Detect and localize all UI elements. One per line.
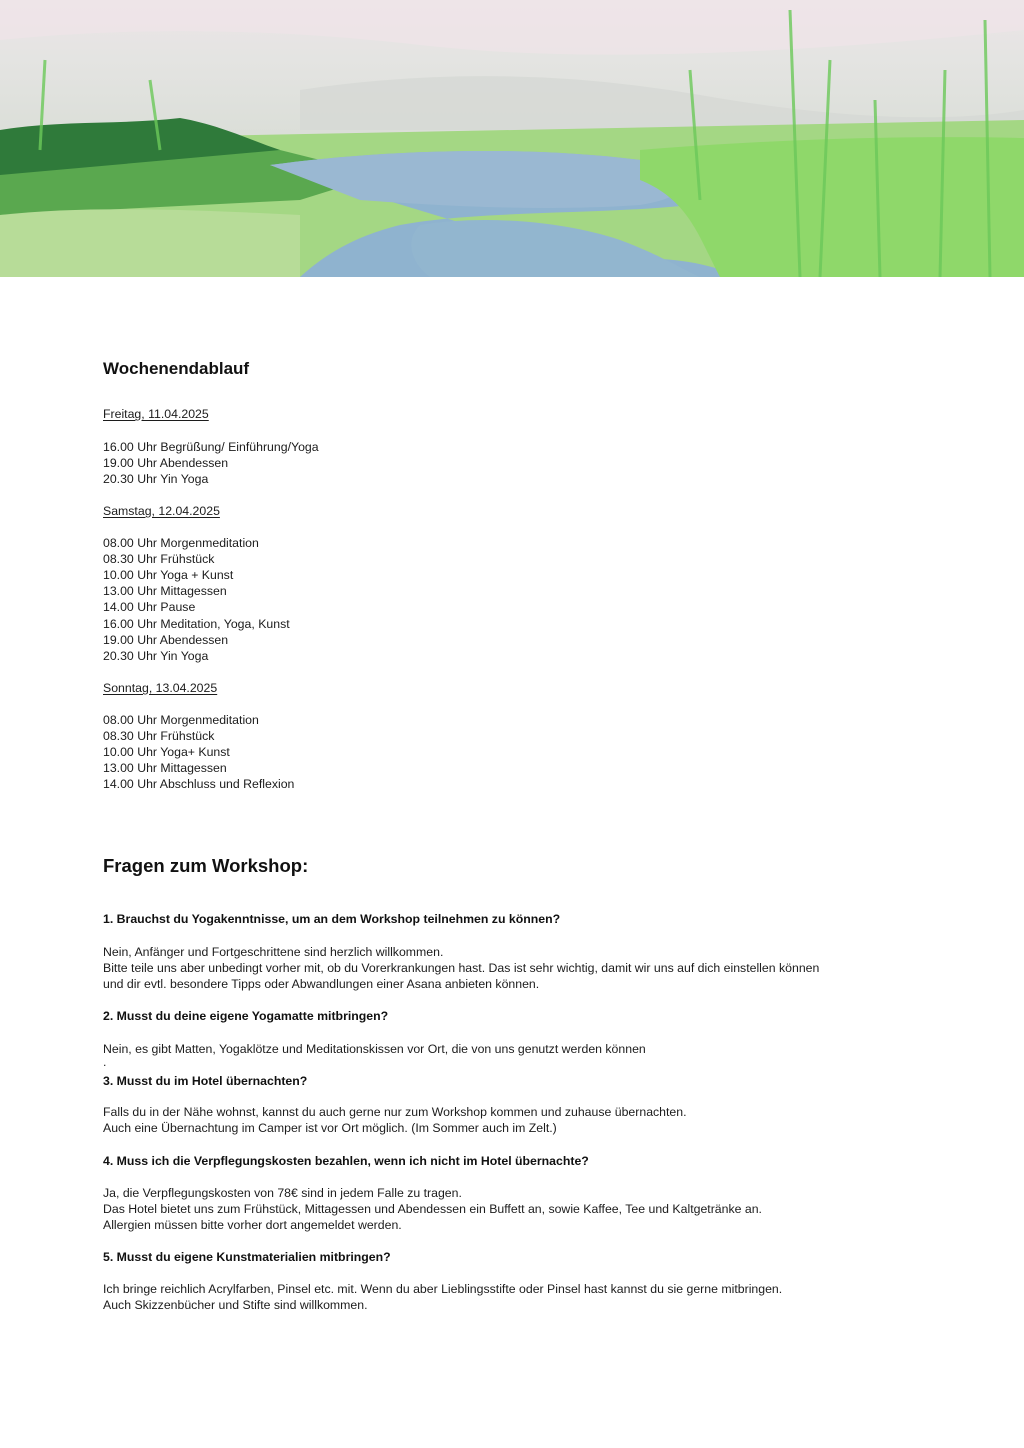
faq-answer: Das Hotel bietet uns zum Frühstück, Mittagessen und Abendessen ein Buffett an, sowie Kaffee, Tee und Kaltgetränke an. [103,1202,762,1216]
faq-answer: Bitte teile uns aber unbedingt vorher mit, ob du Vorerkrankungen hast. Das ist sehr wichtig, damit wir uns auf dich einstellen können [103,961,820,975]
faq-question: 3. Musst du im Hotel übernachten? [103,1074,308,1088]
schedule-item: 08.30 Uhr Frühstück [103,729,215,743]
schedule-item: 08.00 Uhr Morgenmeditation [103,713,259,727]
schedule-item: 13.00 Uhr Mittagessen [103,761,227,775]
faq-answer: Auch eine Übernachtung im Camper ist vor Ort möglich. (Im Sommer auch im Zelt.) [103,1121,557,1135]
schedule-item: 20.30 Uhr Yin Yoga [103,472,209,486]
schedule-item: 13.00 Uhr Mittagessen [103,584,227,598]
faq-answer: Ja, die Verpflegungskosten von 78€ sind in jedem Falle zu tragen. [103,1186,462,1200]
schedule-item: 19.00 Uhr Abendessen [103,633,229,647]
schedule-item: 19.00 Uhr Abendessen [103,456,229,470]
faq-question: 2. Musst du deine eigene Yogamatte mitbringen? [103,1009,389,1023]
faq-answer: Ich bringe reichlich Acrylfarben, Pinsel etc. mit. Wenn du aber Lieblingsstifte oder Pinsel hast kannst du sie gerne mitbringen. [103,1282,783,1296]
schedule-item: 16.00 Uhr Begrüßung/ Einführung/Yoga [103,440,319,454]
faq-question: 4. Muss ich die Verpflegungskosten bezahlen, wenn ich nicht im Hotel übernachte? [103,1154,589,1168]
schedule-item: 10.00 Uhr Yoga + Kunst [103,568,234,582]
faq-question: 5. Musst du eigene Kunstmaterialien mitbringen? [103,1250,391,1264]
faq-answer: Nein, Anfänger und Fortgeschrittene sind herzlich willkommen. [103,945,444,959]
schedule-item: 14.00 Uhr Abschluss und Reflexion [103,777,295,791]
faq-answer: Allergien müssen bitte vorher dort angemeldet werden. [103,1218,402,1232]
faq-answer: . [103,1055,107,1069]
faq-answer: Nein, es gibt Matten, Yogaklötze und Meditationskissen vor Ort, die von uns genutzt werden können [103,1042,646,1056]
schedule-item: 16.00 Uhr Meditation, Yoga, Kunst [103,617,290,631]
faq-answer: Falls du in der Nähe wohnst, kannst du auch gerne nur zum Workshop kommen und zuhause übernachten. [103,1105,687,1119]
schedule-item: 20.30 Uhr Yin Yoga [103,649,209,663]
schedule-item: 08.00 Uhr Morgenmeditation [103,536,259,550]
schedule-item: 08.30 Uhr Frühstück [103,552,215,566]
faq-question: 1. Brauchst du Yogakenntnisse, um an dem Workshop teilnehmen zu können? [103,912,561,926]
faq-heading: Fragen zum Workshop: [103,855,309,876]
day-label-sunday: Sonntag, 13.04.2025 [103,681,218,695]
day-label-friday: Freitag, 11.04.2025 [103,407,209,421]
schedule-item: 14.00 Uhr Pause [103,600,196,614]
schedule-heading: Wochenendablauf [103,359,250,378]
schedule-item: 10.00 Uhr Yoga+ Kunst [103,745,230,759]
header-banner-painting [0,0,1024,277]
day-label-saturday: Samstag, 12.04.2025 [103,504,220,518]
faq-answer: Auch Skizzenbücher und Stifte sind willkommen. [103,1298,368,1312]
faq-answer: und dir evtl. besondere Tipps oder Abwandlungen einer Asana anbieten können. [103,977,540,991]
landscape-painting [0,0,1024,277]
